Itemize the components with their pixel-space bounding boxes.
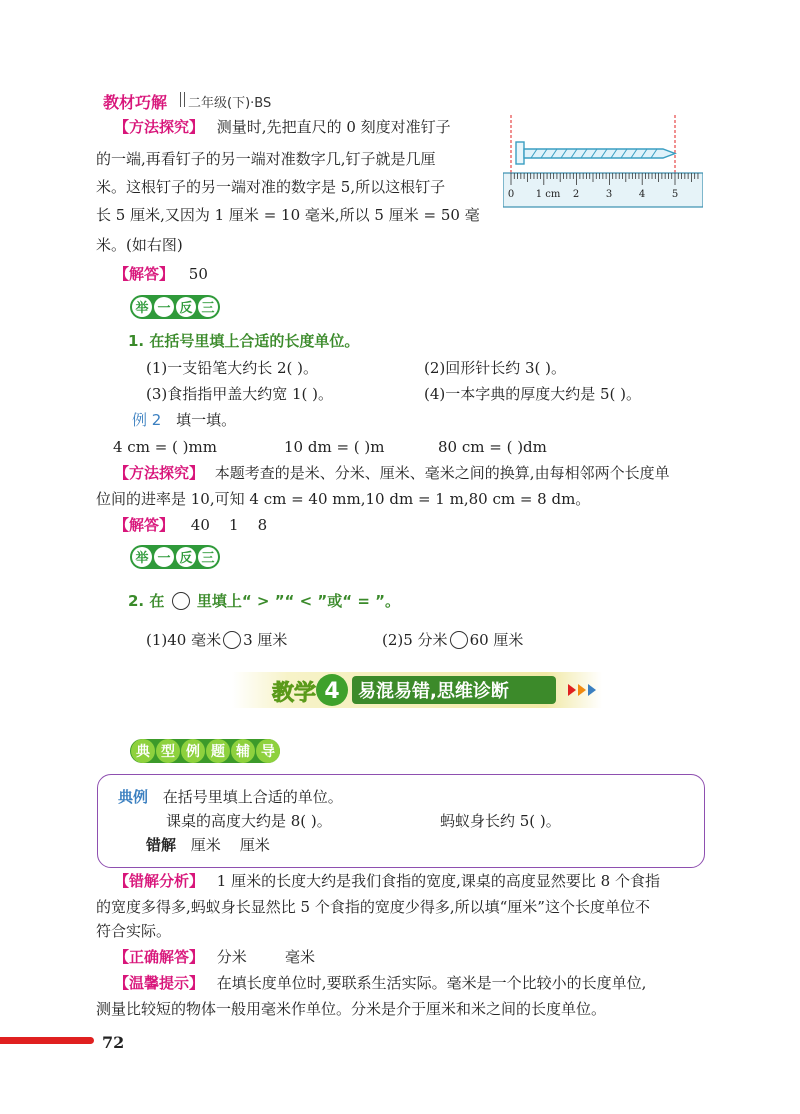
- ruler-label-5: 5: [671, 189, 679, 200]
- answer-circle-1[interactable]: [223, 631, 241, 649]
- svg-text:反: 反: [179, 301, 193, 316]
- typical-line-1: [118, 790, 343, 805]
- example-text: 填一填。: [176, 411, 237, 429]
- error-analysis-line-2: 的宽度多得多,蚂蚁身长显然比 5 个食指的宽度少得多,所以填“厘米”这个长度单位不: [96, 898, 650, 916]
- svg-text:导: 导: [261, 744, 275, 760]
- banner-number: 4: [324, 679, 340, 704]
- svg-text:型: 型: [161, 744, 175, 760]
- grade-label: 二年级(下)·BS: [188, 96, 272, 111]
- example-label: 例 2: [132, 411, 162, 429]
- svg-text:辅: 辅: [236, 744, 250, 760]
- error-analysis-line-3: 符合实际。: [96, 922, 172, 940]
- tip-line-1: [114, 976, 646, 991]
- method-line-4: 长 5 厘米,又因为 1 厘米 = 10 毫米,所以 5 厘米 = 50 毫: [96, 206, 480, 224]
- wrong-label: 错解: [146, 836, 177, 854]
- answer-2: [114, 518, 267, 533]
- svg-text:三: 三: [201, 301, 215, 316]
- q2-item2-right: 60 厘米: [469, 631, 524, 649]
- compare-circle-icon: [172, 592, 190, 610]
- q1-item-4: (4)一本字典的厚度大约是 5( )。: [424, 385, 642, 403]
- error-analysis-text: 1 厘米的长度大约是我们食指的宽度,课桌的高度显然要比 8 个食指: [216, 872, 660, 890]
- q1-item-1: (1)一支铅笔大约长 2( )。: [146, 359, 319, 377]
- error-analysis-line-1: [114, 874, 660, 889]
- method-tag: 【方法探究】: [114, 118, 205, 136]
- answer-circle-2[interactable]: [450, 631, 468, 649]
- book-title: 教材巧解: [103, 93, 168, 112]
- method-text: 测量时,先把直尺的 0 刻度对准钉子: [216, 118, 451, 136]
- q2-title-post: 里填上“ > ”“ < ”或“ = ”。: [196, 592, 401, 610]
- correct-value: 分米 毫米: [216, 948, 315, 966]
- q2-item1-right: 3 厘米: [243, 631, 288, 649]
- q2-title-pre: 2. 在: [128, 592, 165, 610]
- ruler-label-1: 1 cm: [535, 189, 561, 200]
- nail-head: [516, 142, 524, 164]
- answer2-value: 40 1 8: [190, 516, 268, 534]
- banner-text: 易混易错,思维诊断: [358, 681, 509, 702]
- typical-text: 在括号里填上合适的单位。: [162, 788, 343, 806]
- example-2: [132, 413, 236, 428]
- q1-item-3: (3)食指指甲盖大约宽 1( )。: [146, 385, 334, 403]
- question-2-title: [128, 592, 400, 610]
- q2-item-1: [146, 631, 287, 649]
- example-item-2: 10 dm = ( )m: [284, 438, 385, 456]
- ruler-label-4: 4: [638, 189, 646, 200]
- svg-text:举: 举: [135, 301, 149, 316]
- svg-text:一: 一: [157, 301, 171, 316]
- q2-item2-left: (2)5 分米: [382, 631, 448, 649]
- question-1-title: 1. 在括号里填上合适的长度单位。: [128, 332, 360, 350]
- method2-line-2: 位间的进率是 10,可知 4 cm = 40 mm,10 dm = 1 m,80 cm = 8 dm。: [96, 490, 591, 508]
- answer-tag: 【解答】: [114, 265, 175, 283]
- typical-item-2: 蚂蚁身长约 5( )。: [440, 812, 561, 830]
- ruler-label-3: 3: [605, 189, 613, 200]
- method-line-5: 米。(如右图): [96, 236, 183, 254]
- method2-tag: 【方法探究】: [114, 464, 205, 482]
- q1-item-2: (2)回形针长约 3( )。: [424, 359, 567, 377]
- q2-item1-left: (1)40 毫米: [146, 631, 222, 649]
- tip-line-2: 测量比较短的物体一般用毫米作单位。分米是介于厘米和米之间的长度单位。: [96, 1000, 607, 1018]
- ruler-label-0: 0: [507, 189, 515, 200]
- header-divider: [180, 92, 185, 107]
- method-line-3: 米。这根钉子的另一端对准的数字是 5,所以这根钉子: [96, 178, 446, 196]
- practice-badge-2: [130, 545, 220, 569]
- banner-prefix: 教学: [272, 681, 317, 706]
- example-item-1: 4 cm = ( )mm: [113, 438, 217, 456]
- method2-line-1: [114, 466, 670, 481]
- svg-text:三: 三: [201, 551, 215, 566]
- svg-text:举: 举: [135, 551, 149, 566]
- correct-answer: [114, 950, 315, 965]
- svg-text:例: 例: [186, 744, 200, 760]
- svg-text:一: 一: [157, 551, 171, 566]
- ruler-nail-figure: [503, 115, 703, 210]
- answer-value: 50: [188, 265, 208, 283]
- method2-text: 本题考查的是米、分米、厘米、毫米之间的换算,由每相邻两个长度单: [214, 464, 670, 482]
- q2-item-2: [382, 631, 523, 649]
- footer-bar: [0, 1037, 94, 1044]
- page-number: 72: [102, 1033, 125, 1052]
- error-analysis-tag: 【错解分析】: [114, 872, 205, 890]
- ruler-label-2: 2: [572, 189, 580, 200]
- method-line-2: 的一端,再看钉子的另一端对准数字几,钉子就是几厘: [96, 150, 436, 168]
- guide-badge: [130, 737, 280, 765]
- correct-tag: 【正确解答】: [114, 948, 205, 966]
- practice-badge: [130, 295, 220, 319]
- svg-text:典: 典: [136, 744, 150, 760]
- typical-item-1: 课桌的高度大约是 8( )。: [166, 812, 332, 830]
- example-item-3: 80 cm = ( )dm: [438, 438, 547, 456]
- method-line-1: [114, 120, 451, 135]
- answer-1: [114, 267, 208, 282]
- svg-text:题: 题: [211, 744, 225, 760]
- typical-label: 典例: [118, 788, 149, 806]
- wrong-solution: [146, 838, 270, 853]
- tip-tag: 【温馨提示】: [114, 974, 205, 992]
- wrong-value: 厘米 厘米: [190, 836, 270, 854]
- answer2-tag: 【解答】: [114, 516, 175, 534]
- svg-text:反: 反: [179, 551, 193, 566]
- tip-text: 在填长度单位时,要联系生活实际。毫米是一个比较小的长度单位,: [216, 974, 647, 992]
- section-banner: [232, 668, 602, 712]
